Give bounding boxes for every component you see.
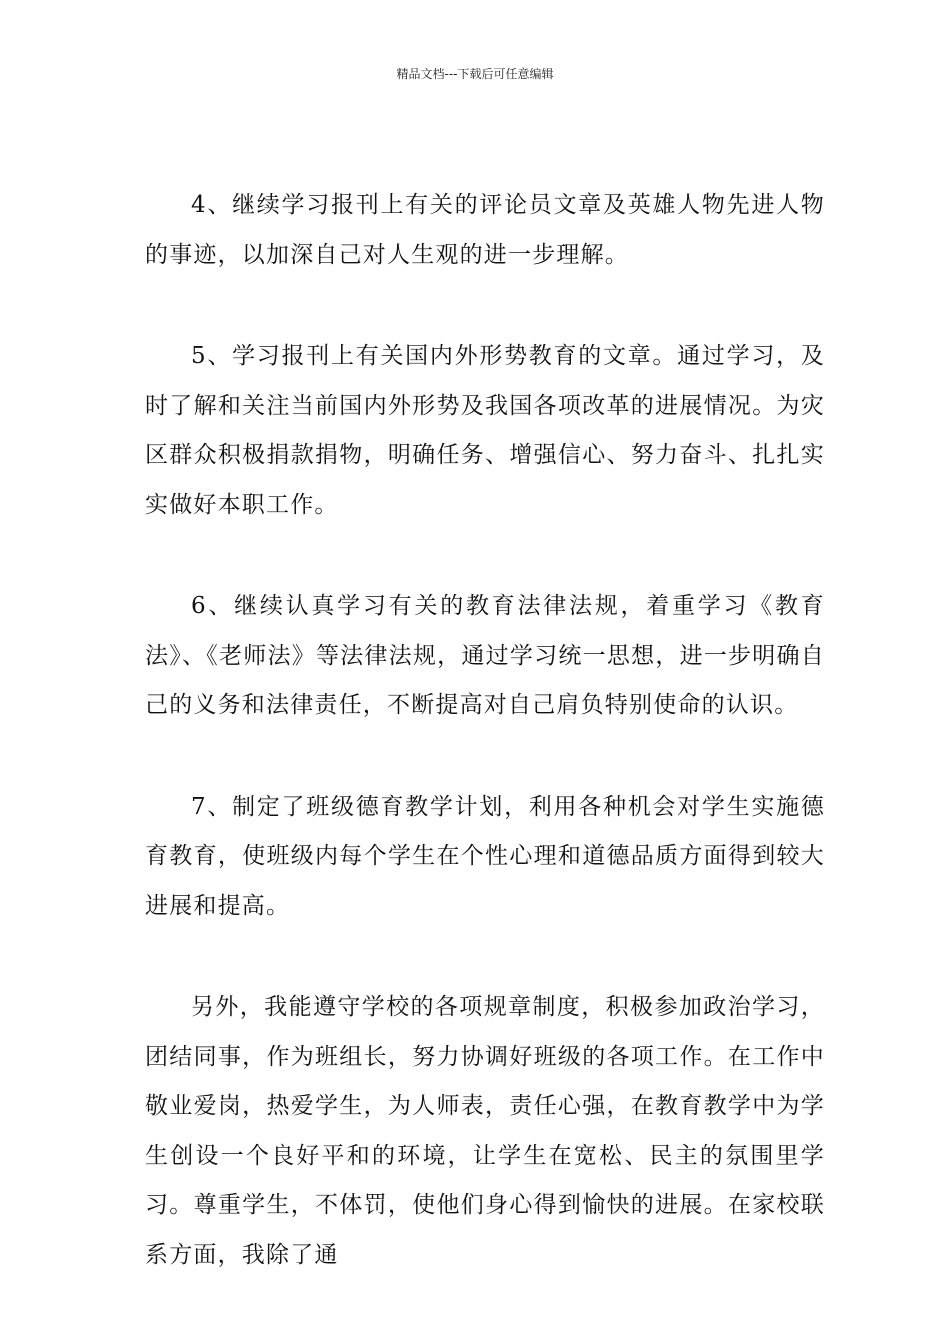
paragraph-item-7: 7、制定了班级德育教学计划，利用各种机会对学生实施德育教育，使班级内每个学生在个性心理和道德品质方面得到较大进展和提高。 [145,793,825,919]
paragraph-item-6: 6、继续认真学习有关的教育法律法规，着重学习《教育法》、《老师法》等法律法规，通过学习统一思想，进一步明确自己的义务和法律责任，不断提高对自己肩负特别使命的认识。 [145,593,825,718]
paragraph-item-4: 4、继续学习报刊上有关的评论员文章及英雄人物先进人物的事迹，以加深自己对人生观的进一步理解。 [145,192,825,268]
page-header: 精品文档---下载后可任意编辑 [396,67,554,81]
paragraph-item-5: 5、学习报刊上有关国内外形势教育的文章。通过学习，及时了解和关注当前国内外形势及我国各项改革的进展情况。为灾区群众积极捐款捐物，明确任务、增强信心、努力奋斗、扎扎实实做好本职工作。 [145,343,825,518]
paragraph-additional: 另外，我能遵守学校的各项规章制度，积极参加政治学习，团结同事，作为班组长，努力协调好班级的各项工作。在工作中敬业爱岗，热爱学生，为人师表，责任心强，在教育教学中为学生创设一个良好平和的环境，让学生在宽松、民主的氛围里学习。尊重学生，不体罚，使他们身心得到愉快的进展。在家校联系方面，我除了通 [145,994,825,1268]
document-body [145,181,825,1332]
